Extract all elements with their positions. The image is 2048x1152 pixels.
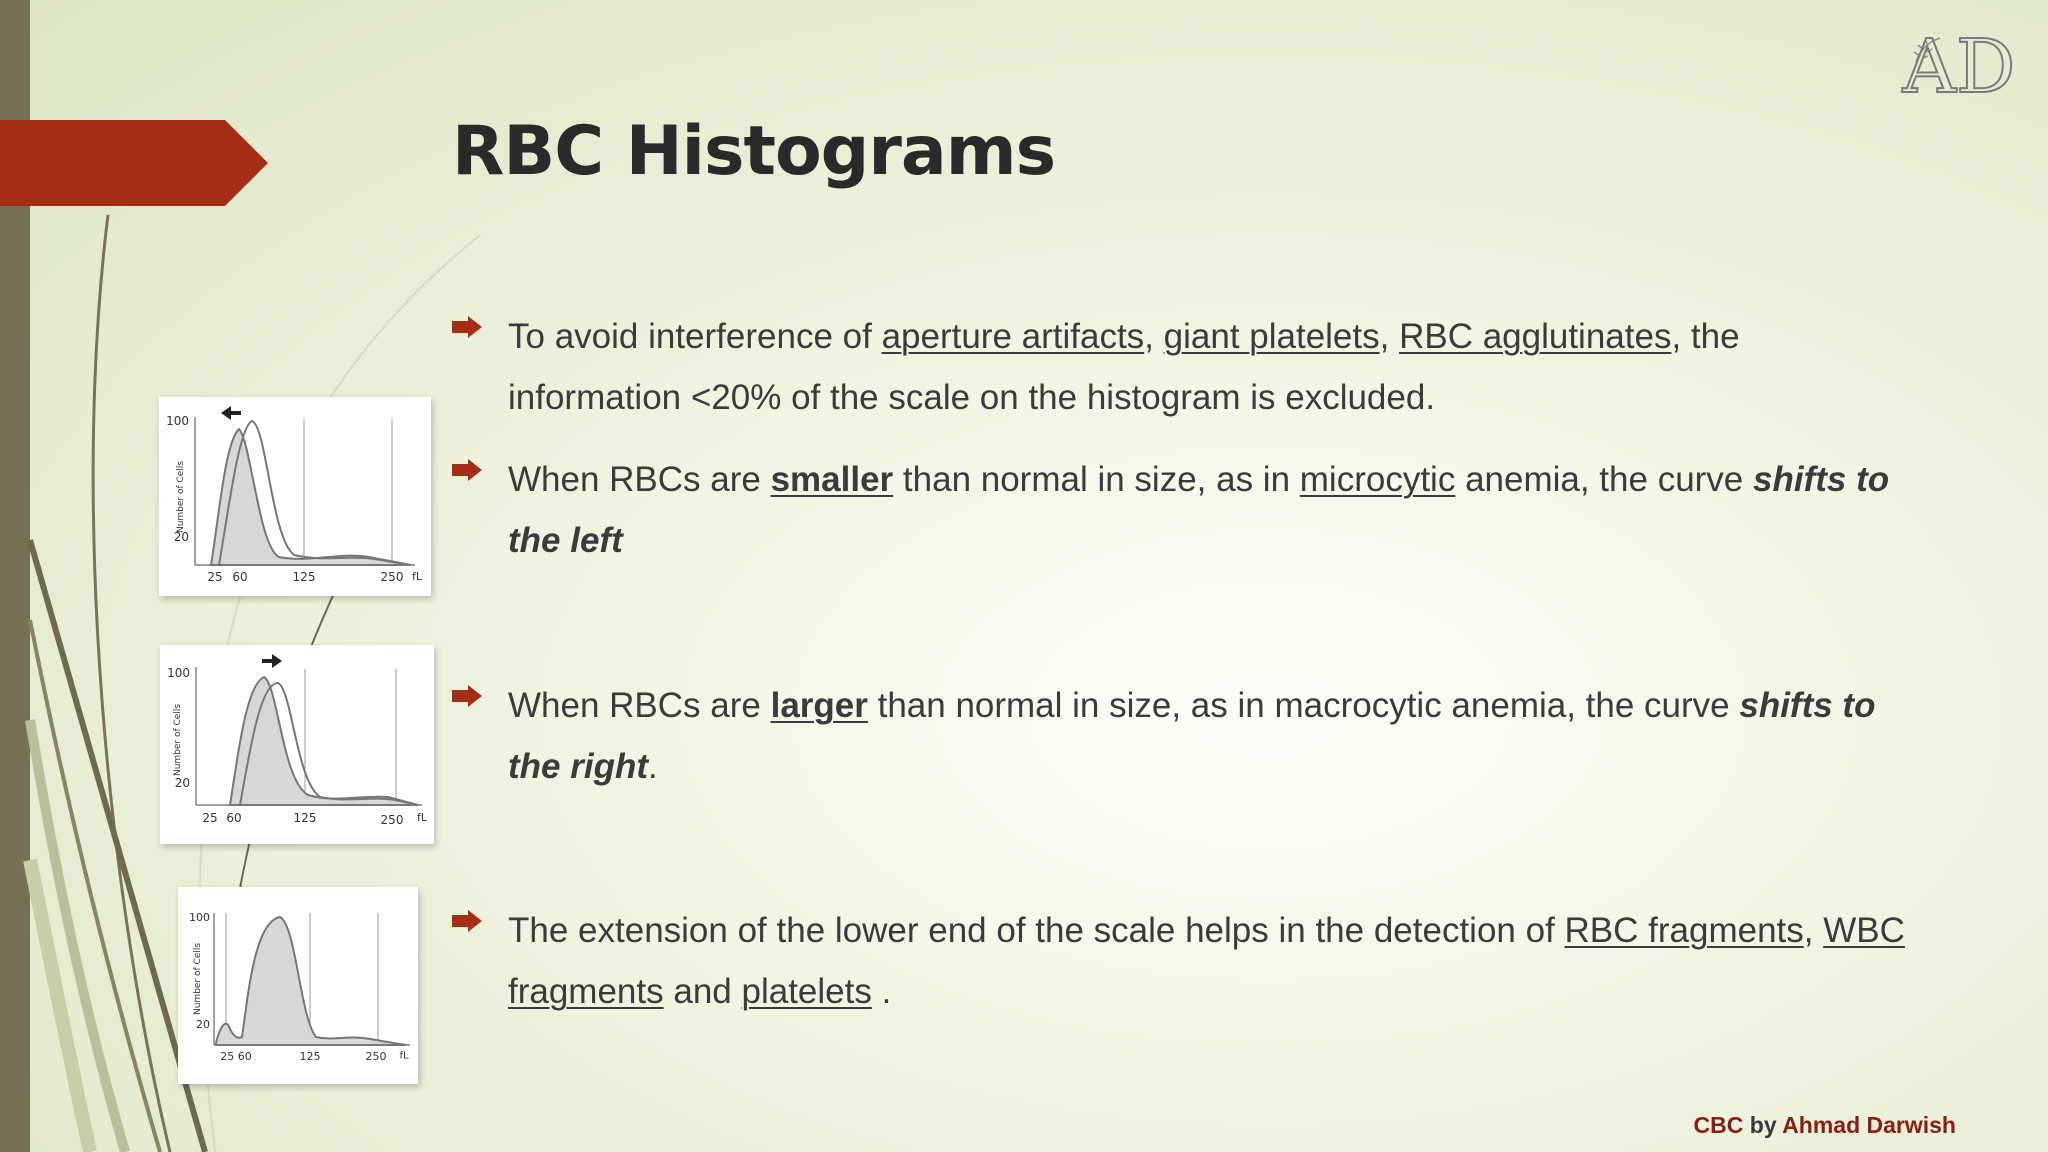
arrow-bullet-icon bbox=[452, 910, 482, 932]
logo-letters: AD bbox=[1902, 24, 2016, 102]
title-banner-arrow bbox=[0, 120, 270, 206]
bullet-3-segment: . bbox=[647, 747, 658, 786]
footer-credit bbox=[1694, 1112, 1956, 1139]
x-tick-125: 125 bbox=[299, 1050, 321, 1063]
ad-logo bbox=[1890, 22, 2028, 102]
y-tick-100: 100 bbox=[166, 414, 189, 428]
bullet-3-segment: When RBCs are bbox=[508, 686, 771, 725]
bullet-3-segment: than normal in size, as in macrocytic anemia, the curve bbox=[867, 686, 1740, 725]
y-axis-label: Number of Cells bbox=[176, 460, 186, 534]
x-tick-60: 60 bbox=[232, 569, 248, 584]
bullet-4 bbox=[452, 900, 1912, 1022]
bullet-2-term-microcytic: microcytic bbox=[1299, 460, 1456, 499]
bullet-3 bbox=[452, 675, 1912, 797]
bullet-4-segment: . bbox=[871, 972, 892, 1011]
bullet-2 bbox=[452, 449, 1912, 571]
arrow-bullet-icon bbox=[452, 685, 482, 707]
histogram-extended-scale bbox=[178, 887, 418, 1084]
bullet-4-term-rbc-fragments: RBC fragments bbox=[1564, 911, 1804, 950]
bullet-4-segment: The extension of the lower end of the scale helps in the detection of bbox=[508, 911, 1565, 950]
x-tick-125: 125 bbox=[293, 810, 317, 825]
bullet-1-segment: , bbox=[1144, 317, 1164, 356]
x-tick-250: 250 bbox=[380, 812, 404, 827]
bullet-4-term-wbc-fragments: WBC fragments bbox=[508, 911, 1905, 1011]
bullet-1-term-aperture-artifacts: aperture artifacts bbox=[881, 317, 1145, 356]
x-tick-125: 125 bbox=[292, 569, 316, 584]
arrow-bullet-icon bbox=[452, 459, 482, 481]
bullet-1-term-rbc-agglutinates: RBC agglutinates bbox=[1399, 317, 1672, 356]
x-unit-fl: fL bbox=[416, 811, 428, 824]
y-tick-20: 20 bbox=[173, 530, 189, 544]
x-unit-fl: fL bbox=[411, 570, 423, 583]
x-tick-25-60: 25 60 bbox=[220, 1050, 252, 1063]
bullet-4-segment: , bbox=[1803, 911, 1824, 950]
arrow-bullet-icon bbox=[452, 316, 482, 338]
bullet-text bbox=[508, 449, 1912, 571]
left-arrow-icon bbox=[221, 406, 241, 420]
bullet-text bbox=[508, 900, 1912, 1022]
x-tick-25: 25 bbox=[207, 569, 223, 584]
footer-by: by bbox=[1749, 1112, 1777, 1138]
bullet-text bbox=[508, 675, 1912, 797]
histogram-macrocytic bbox=[160, 645, 434, 844]
footer-author: Ahmad Darwish bbox=[1782, 1112, 1956, 1138]
bullet-2-segment: than normal in size, as in bbox=[893, 460, 1300, 499]
y-tick-20: 20 bbox=[174, 776, 190, 790]
slide-title: RBC Histograms bbox=[452, 112, 1056, 191]
bullet-4-term-platelets: platelets bbox=[741, 972, 872, 1011]
bullet-2-segment: When RBCs are bbox=[508, 460, 771, 499]
x-tick-60: 60 bbox=[226, 810, 242, 825]
histogram-microcytic bbox=[159, 397, 431, 596]
bullet-1 bbox=[452, 306, 1912, 428]
right-arrow-icon bbox=[262, 654, 282, 668]
x-tick-25: 25 bbox=[202, 810, 218, 825]
bullet-1-segment: To avoid interference of bbox=[508, 317, 882, 356]
footer-brand: CBC bbox=[1693, 1112, 1744, 1138]
bullet-2-emphasis: shifts to the left bbox=[508, 460, 1890, 560]
bullet-1-term-giant-platelets: giant platelets bbox=[1163, 317, 1380, 356]
banner-shape bbox=[0, 120, 268, 206]
bullet-2-term-smaller: smaller bbox=[770, 460, 894, 499]
y-axis-label: Number of Cells bbox=[173, 703, 183, 777]
bullet-3-emphasis: shifts to the right bbox=[508, 686, 1876, 786]
bullet-1-segment: , the information <20% of the scale on the histogram is excluded. bbox=[508, 317, 1740, 417]
bullet-3-term-larger: larger bbox=[770, 686, 868, 725]
bullet-4-segment: and bbox=[663, 972, 742, 1011]
bullet-text bbox=[508, 306, 1912, 428]
x-tick-250: 250 bbox=[380, 569, 404, 584]
bullet-1-segment: , bbox=[1379, 317, 1400, 356]
x-tick-250: 250 bbox=[365, 1050, 387, 1063]
y-axis-label: Number of Cells bbox=[193, 942, 203, 1016]
x-unit-fl: fL bbox=[399, 1050, 409, 1062]
bullet-2-segment: anemia, the curve bbox=[1455, 460, 1753, 499]
y-tick-100: 100 bbox=[167, 666, 190, 680]
y-tick-20: 20 bbox=[196, 1018, 210, 1031]
y-tick-100: 100 bbox=[189, 911, 210, 924]
